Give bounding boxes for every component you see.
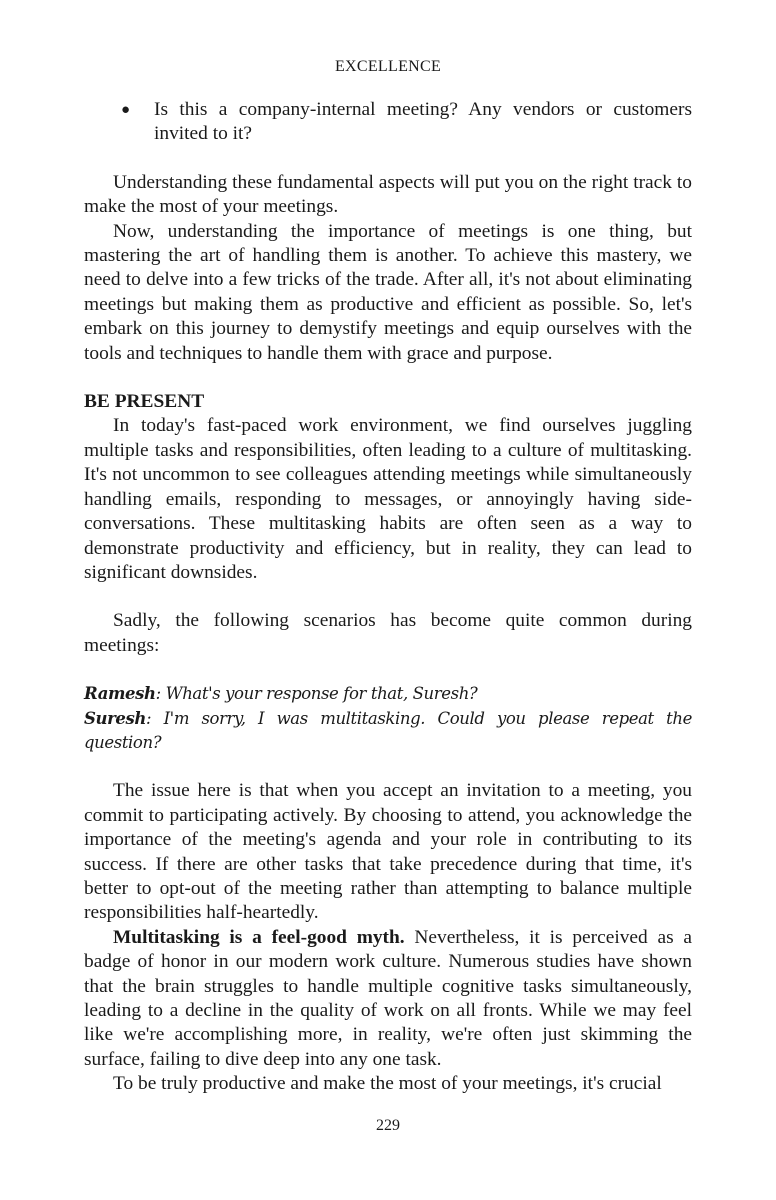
section-heading: BE PRESENT: [84, 391, 205, 413]
paragraph: Sadly, the following scenarios has become quite common during meetings:: [84, 610, 692, 656]
speaker-name: Ramesh: [84, 684, 156, 704]
speaker-name: Suresh: [84, 708, 146, 728]
dialogue-line: [84, 682, 692, 706]
running-header: EXCELLENCE: [334, 58, 442, 75]
paragraph: Understanding these fundamental aspects will put you on the right track to make the most of your meetings.: [84, 171, 692, 218]
bullet-text: Is this a company-internal meeting? Any vendors or customers invited to it?: [154, 99, 692, 145]
paragraph: In today's fast-paced work environment, we find ourselves juggling multiple tasks and responsibilities, often leading to a culture of multitasking. It's not uncommon to see colleagues attending meetings while simultaneously handling emails, responding to messages, or annoyingly having side-conversations. These multitasking habits are often seen as a way to demonstrate productivity and efficiency, but in reality, they can lead to significant downsides.: [84, 415, 692, 583]
bold-lead: Multitasking is a feel-good myth.: [113, 926, 405, 948]
dialogue-line: [84, 707, 692, 756]
paragraph: To be truly productive and make the most of your meetings, it's crucial: [113, 1073, 662, 1095]
dialogue-text: : I'm sorry, I was multitasking. Could you please repeat the question?: [84, 708, 692, 752]
bullet-icon: ●: [121, 102, 131, 118]
bullet-item: [84, 98, 692, 147]
paragraph-text: Nevertheless, it is perceived as a badge of honor in our modern work culture. Numerous studies have shown that the brain struggles to handle multiple cognitive tasks simultaneously, leading to a decline in the quality of work on all fronts. While we may feel like we're accomplishing more, in reality, we're often just skimming the surface, failing to dive deep into any one task.: [84, 926, 692, 1070]
page-number: 229: [376, 1117, 400, 1134]
paragraph: Now, understanding the importance of meetings is one thing, but mastering the art of handling them is another. To achieve this mastery, we need to delve into a few tricks of the trade. After all, it's not about eliminating meetings but making them as productive and efficient as possible. So, let's embark on this journey to demystify meetings and equip ourselves with the tools and techniques to handle them with grace and purpose.: [84, 220, 692, 364]
page-body: [84, 98, 692, 1097]
dialogue-text: : What's your response for that, Suresh?: [155, 684, 478, 704]
paragraph: The issue here is that when you accept an invitation to a meeting, you commit to participating actively. By choosing to attend, you acknowledge the importance of the meeting's agenda and your role in contributing to its success. If there are other tasks that take precedence during that time, it's better to opt-out of the meeting rather than attempting to balance multiple responsibilities half-heartedly.: [84, 780, 692, 924]
paragraph: [84, 926, 692, 1072]
